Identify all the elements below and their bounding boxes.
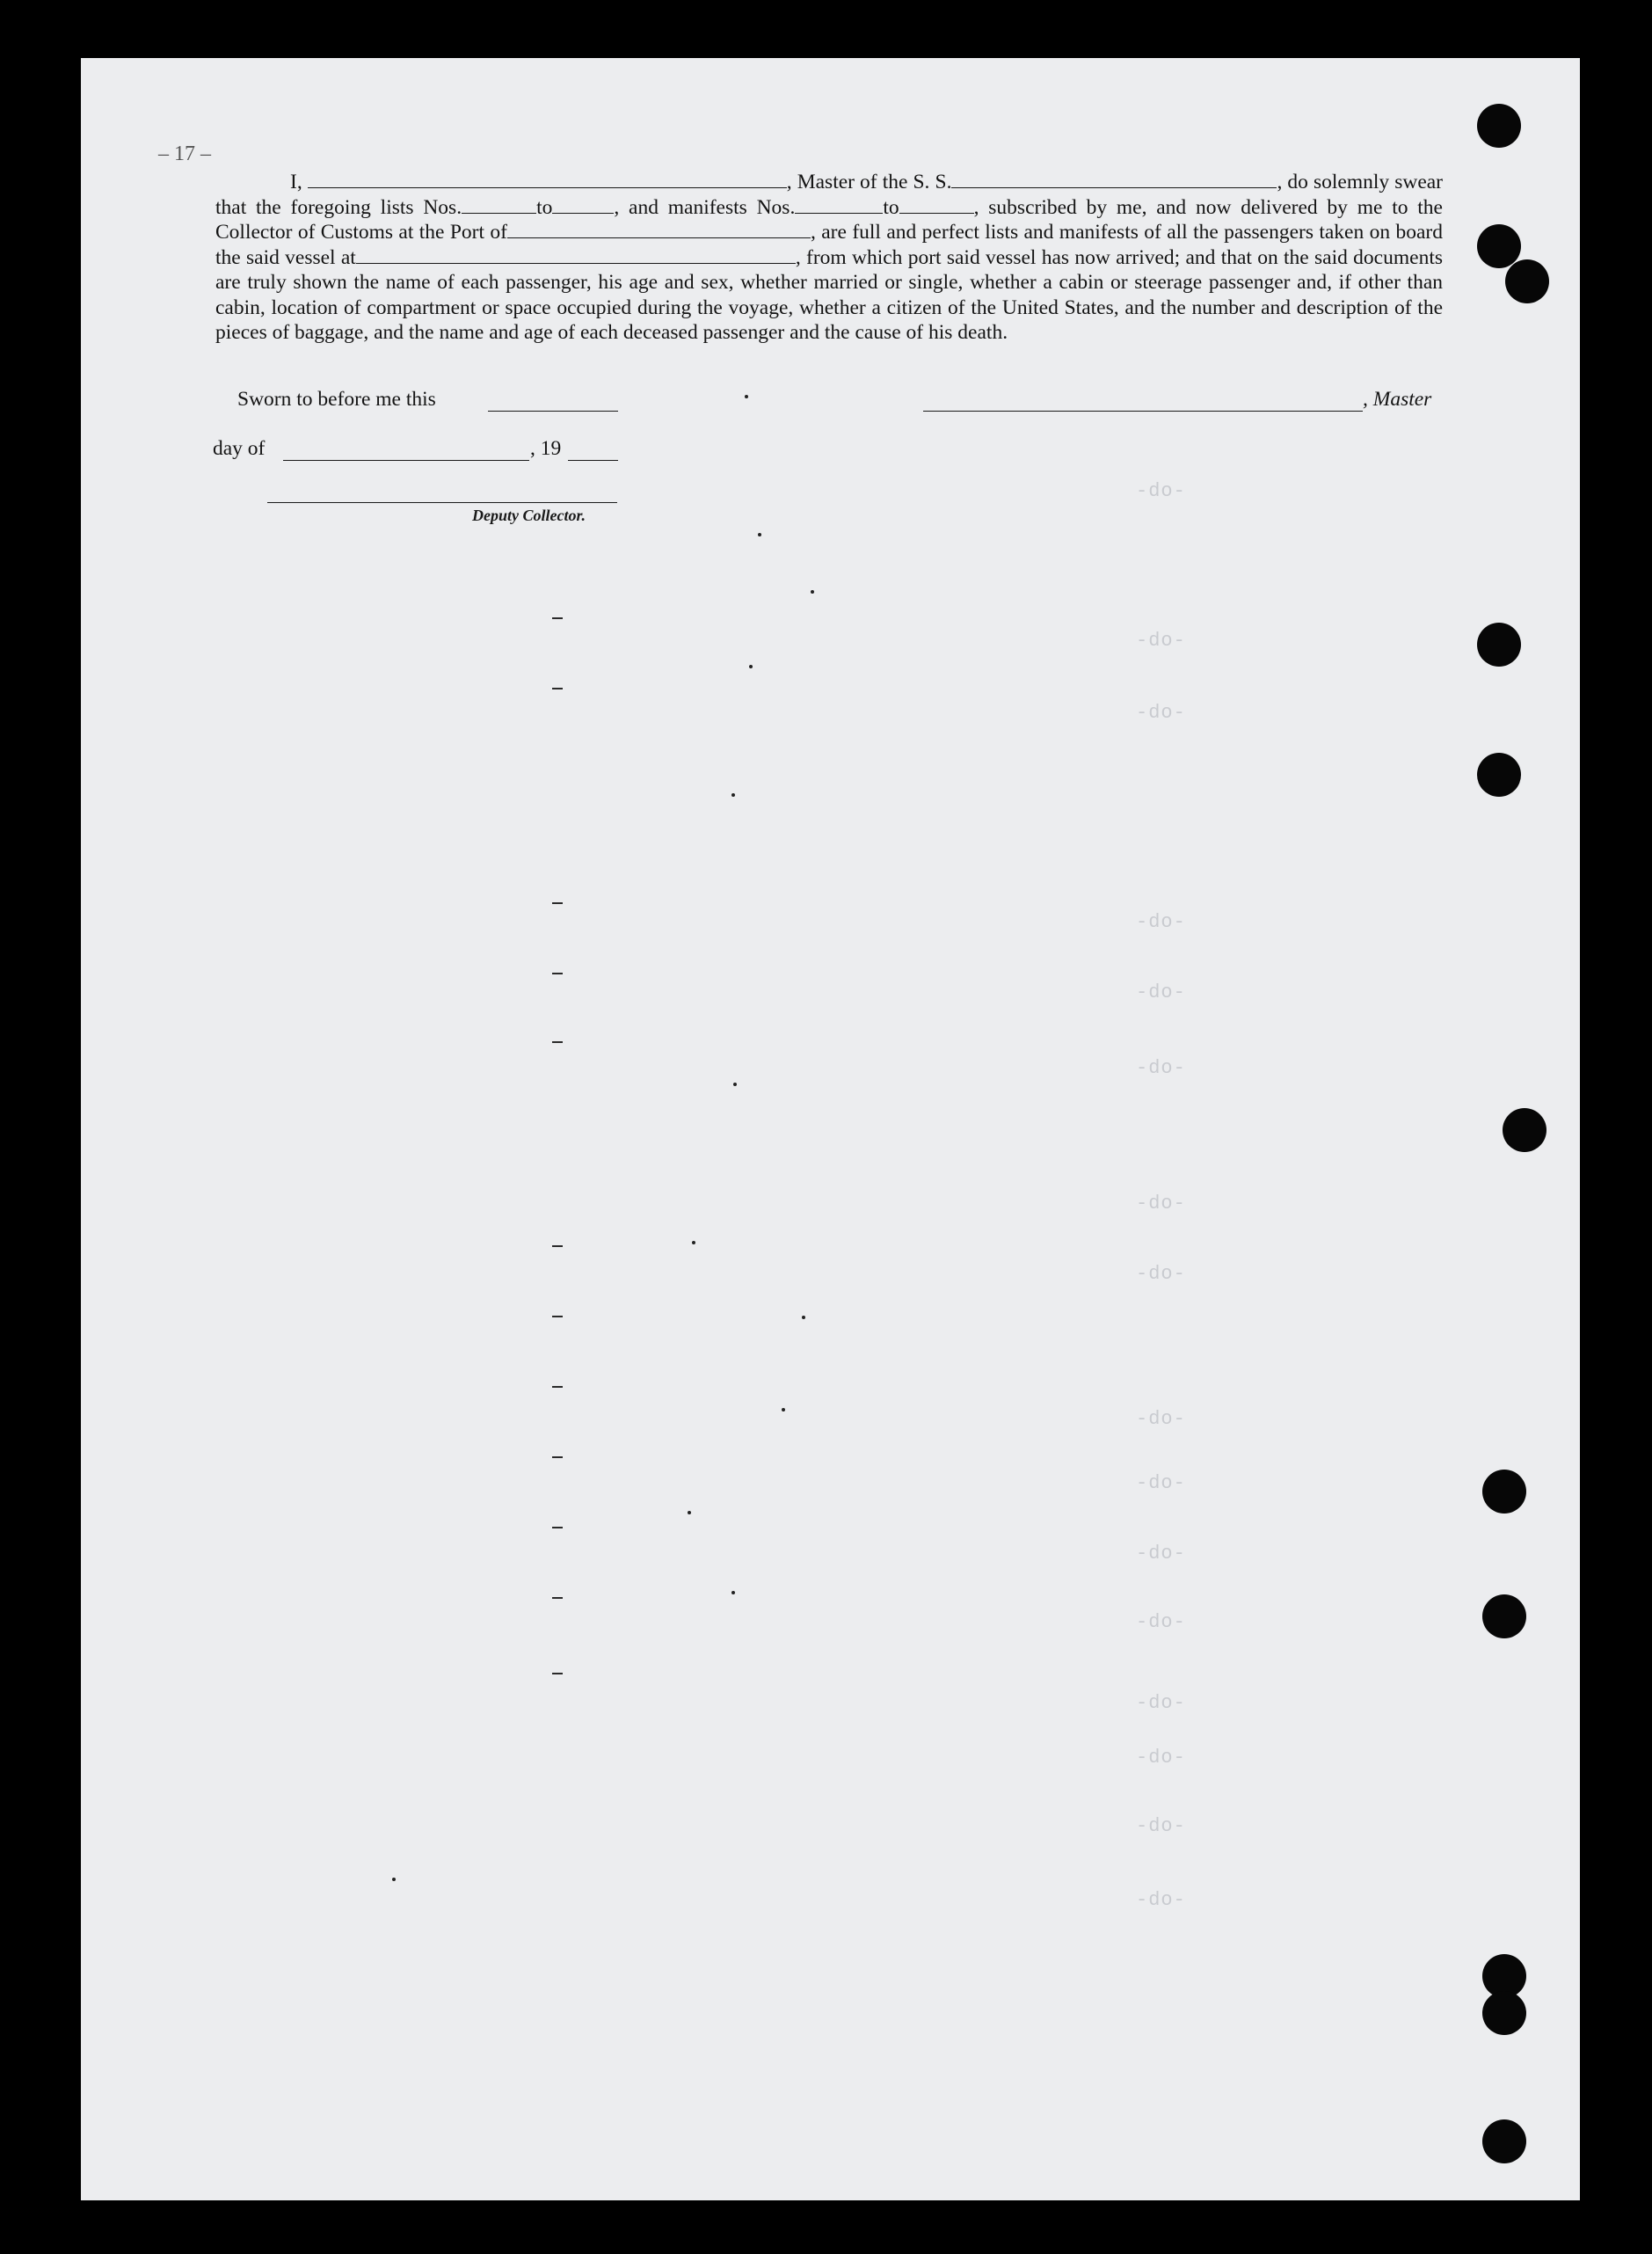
dot-mark [811,590,814,594]
dot-mark [692,1241,695,1244]
ghost-row: -do- [1136,1815,1186,1837]
dot-mark [733,1083,737,1086]
punch-hole [1477,753,1521,797]
punch-hole [1505,259,1549,303]
punch-hole [1482,1991,1526,2035]
ghost-row: -do- [1136,1408,1186,1430]
oath-text-3: , do solemnly swear that the foregoing lists Nos. [215,171,1444,219]
day-of-label: day of [213,437,266,460]
list-to-blank[interactable] [552,213,614,214]
row-mark [552,688,563,689]
oath-text-9: , from which port said vessel has now arrived; and that on the said documents are truly shown the name of each passenger, his age and sex, whether married or single, whether a cabin or steerage passenger and, if other than cabin, location of compartment or space occupied during the voyage, whether a citizen of the United States, and the number and description of the pieces of baggage, and the name and age of each deceased passenger and the cause of his death. [215,245,1443,344]
ghost-row: -do- [1136,1263,1186,1285]
row-mark [552,973,563,974]
oath-text-4: to [536,195,553,219]
punch-hole [1477,623,1521,667]
dot-mark [688,1511,691,1514]
row-mark [552,1245,563,1247]
manifest-to-blank[interactable] [899,213,974,214]
row-mark [552,1527,563,1528]
dot-mark [392,1878,396,1881]
dot-mark [758,533,761,536]
row-mark [552,1673,563,1674]
oath-text-6: to [883,195,899,219]
oath-text-1: I, [290,171,308,193]
ghost-row: -do- [1136,1747,1186,1769]
punch-hole [1482,1470,1526,1514]
master-name-blank[interactable] [308,187,787,188]
ghost-row: -do- [1136,630,1186,652]
punch-hole [1482,2119,1526,2163]
dot-mark [745,395,748,398]
ghost-row: -do- [1136,1472,1186,1494]
oath-text-8: , are full and perfect lists and manifests of all the passengers taken on board the said vessel at [215,221,1443,269]
dot-mark [749,665,753,668]
port-arrival-blank[interactable] [507,237,811,238]
row-mark [552,617,563,619]
year-blank[interactable] [568,460,618,461]
row-mark [552,1386,563,1388]
manifest-page [81,58,1580,2200]
oath-paragraph [215,170,1443,346]
master-label: , Master [1363,388,1432,411]
ghost-row: -do- [1136,1543,1186,1565]
oath-text-7: , subscribed by me, and now delivered by me to the Collector of Customs at the Port of [215,195,1443,244]
deputy-signature-blank[interactable] [267,502,617,503]
ghost-row: -do- [1136,1889,1186,1911]
punch-hole [1477,224,1521,268]
ghost-row: -do- [1136,1611,1186,1633]
ghost-row: -do- [1136,1057,1186,1079]
ghost-row: -do- [1136,702,1186,724]
dot-mark [782,1408,785,1411]
oath-text-2: , Master of the S. S. [786,171,952,193]
month-blank[interactable] [283,460,529,461]
manifest-from-blank[interactable] [795,213,883,214]
punch-hole [1503,1108,1546,1152]
sworn-label: Sworn to before me this [237,388,436,411]
dot-mark [731,793,735,797]
ghost-row: -do- [1136,1193,1186,1215]
row-mark [552,1316,563,1317]
year-label: , 19 [530,437,562,460]
punch-hole [1477,104,1521,148]
punch-hole [1482,1594,1526,1638]
ghost-row: -do- [1136,911,1186,933]
list-from-blank[interactable] [462,213,536,214]
ghost-row: -do- [1136,1692,1186,1714]
oath-text-5: , and manifests Nos. [614,195,796,219]
deputy-collector-label: Deputy Collector. [472,507,586,524]
row-mark [552,1597,563,1599]
ghost-row: -do- [1136,981,1186,1003]
dot-mark [731,1591,735,1594]
sworn-day-blank[interactable] [488,411,618,412]
row-mark [552,1456,563,1458]
master-signature-blank[interactable] [923,411,1363,412]
page-number-note: – 17 – [158,142,211,165]
port-departure-blank[interactable] [356,263,796,264]
ship-name-blank[interactable] [951,187,1277,188]
ghost-row: -do- [1136,480,1186,502]
row-mark [552,1041,563,1043]
row-mark [552,902,563,904]
dot-mark [802,1316,805,1319]
